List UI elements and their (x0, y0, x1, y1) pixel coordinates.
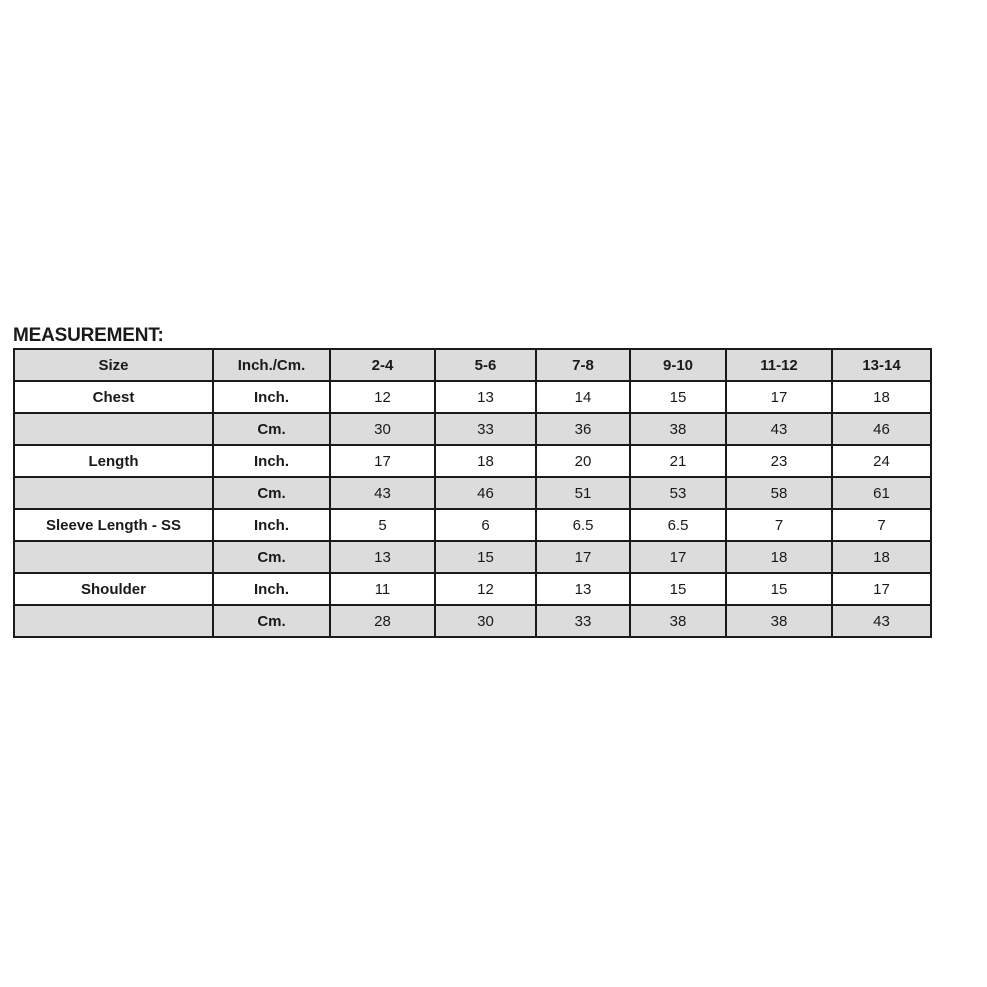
value-cell: 36 (536, 413, 630, 445)
table-row (14, 509, 931, 541)
value-cell: 17 (536, 541, 630, 573)
header-size-col: 11-12 (726, 349, 832, 381)
value-cell: 18 (832, 381, 931, 413)
value-cell: 14 (536, 381, 630, 413)
value-cell: 53 (630, 477, 726, 509)
table-row (14, 445, 931, 477)
unit-cell: Inch. (213, 381, 330, 413)
measurement-label (14, 413, 213, 445)
value-cell: 7 (832, 509, 931, 541)
value-cell: 11 (330, 573, 435, 605)
measurement-label: Shoulder (14, 573, 213, 605)
table-row (14, 605, 931, 637)
unit-cell: Cm. (213, 605, 330, 637)
table-header-row (14, 349, 931, 381)
value-cell: 6.5 (536, 509, 630, 541)
value-cell: 12 (330, 381, 435, 413)
value-cell: 15 (726, 573, 832, 605)
value-cell: 43 (832, 605, 931, 637)
unit-cell: Cm. (213, 541, 330, 573)
table-row (14, 573, 931, 605)
value-cell: 17 (832, 573, 931, 605)
value-cell: 33 (435, 413, 536, 445)
value-cell: 18 (435, 445, 536, 477)
value-cell: 43 (726, 413, 832, 445)
value-cell: 24 (832, 445, 931, 477)
header-unit: Inch./Cm. (213, 349, 330, 381)
header-size-col: 13-14 (832, 349, 931, 381)
value-cell: 17 (726, 381, 832, 413)
measurement-label (14, 477, 213, 509)
measurement-label: Length (14, 445, 213, 477)
value-cell: 51 (536, 477, 630, 509)
value-cell: 15 (435, 541, 536, 573)
value-cell: 33 (536, 605, 630, 637)
value-cell: 30 (330, 413, 435, 445)
header-size: Size (14, 349, 213, 381)
measurement-label (14, 605, 213, 637)
value-cell: 58 (726, 477, 832, 509)
value-cell: 18 (832, 541, 931, 573)
value-cell: 46 (435, 477, 536, 509)
measurement-label (14, 541, 213, 573)
value-cell: 28 (330, 605, 435, 637)
page-title: MEASUREMENT: (13, 325, 164, 346)
value-cell: 13 (330, 541, 435, 573)
table-row (14, 413, 931, 445)
value-cell: 38 (726, 605, 832, 637)
header-size-col: 2-4 (330, 349, 435, 381)
value-cell: 13 (435, 381, 536, 413)
value-cell: 12 (435, 573, 536, 605)
unit-cell: Cm. (213, 477, 330, 509)
value-cell: 43 (330, 477, 435, 509)
value-cell: 7 (726, 509, 832, 541)
value-cell: 5 (330, 509, 435, 541)
header-size-col: 5-6 (435, 349, 536, 381)
value-cell: 23 (726, 445, 832, 477)
value-cell: 6 (435, 509, 536, 541)
table-row (14, 381, 931, 413)
value-cell: 20 (536, 445, 630, 477)
table-row (14, 541, 931, 573)
value-cell: 38 (630, 605, 726, 637)
value-cell: 17 (330, 445, 435, 477)
unit-cell: Inch. (213, 509, 330, 541)
measurement-table (13, 348, 932, 638)
value-cell: 17 (630, 541, 726, 573)
value-cell: 46 (832, 413, 931, 445)
value-cell: 18 (726, 541, 832, 573)
value-cell: 61 (832, 477, 931, 509)
value-cell: 13 (536, 573, 630, 605)
header-size-col: 9-10 (630, 349, 726, 381)
value-cell: 21 (630, 445, 726, 477)
measurement-label: Chest (14, 381, 213, 413)
value-cell: 30 (435, 605, 536, 637)
value-cell: 6.5 (630, 509, 726, 541)
unit-cell: Inch. (213, 445, 330, 477)
header-size-col: 7-8 (536, 349, 630, 381)
measurement-label: Sleeve Length - SS (14, 509, 213, 541)
table-row (14, 477, 931, 509)
value-cell: 38 (630, 413, 726, 445)
value-cell: 15 (630, 381, 726, 413)
unit-cell: Inch. (213, 573, 330, 605)
unit-cell: Cm. (213, 413, 330, 445)
value-cell: 15 (630, 573, 726, 605)
